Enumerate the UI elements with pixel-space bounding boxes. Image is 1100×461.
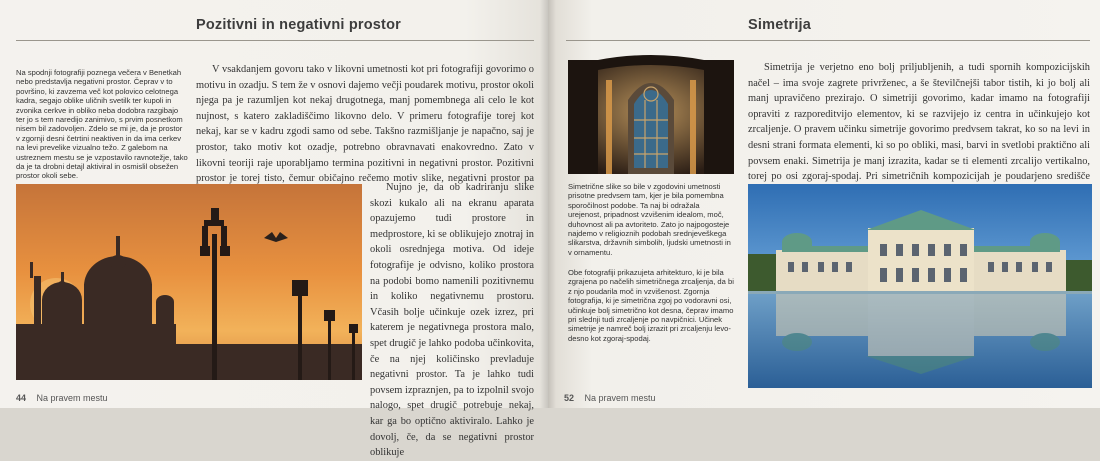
title-rule [16,40,534,41]
page-footer [564,393,656,403]
page-number: 52 [564,393,575,403]
footer-label: Na pravem mestu [584,393,656,403]
body-paragraph: V vsakdanjem govoru tako v likovni umetnosti kot pri fotografiji govorimo o motivu in ozadju. S tem že v osnovi dajemo večji poudarek motivu, prostor okoli njega pa je razumljen kot nekaj drugotnega, manj pomembnega ali celo le kot nujnost, s katero zakladiščimo likovno delo. V primeru fotografije torej kot nekaj, kar se v kadru zgodi samo od sebe. Takšno razmišljanje je napačno, saj je prostor, tako motiv kot ozadje, potrebno obravnavati enakovredno. Zato v likovni teoriji raje uporabljamo termina pozitivni in negativni prostor. Pozitivni prostor je torej tisto, čemur običajno rečemo motiv slike, negativni prostor pa [196,64,534,185]
photo-caption-top: Simetrične slike so bile v zgodovini umetnosti prisotne predvsem tam, kjer je bila pomembna sporočilnost podobe. Ta naj bi odražala urejenost, pripadnost vzvišenim idealom, moč, duhovnost ali pa avtoriteto. Zato jo najpogosteje najdemo v religioznih podobah srednjeveškega slikarstva, državnih simbolih, ljudski umetnosti in v ornamentu. [568,182,731,257]
body-paragraph: Nujno je, da ob kadriranju slike skozi kukalo ali na ekranu aparata opazujemo tudi prostore in medprostore, ki se oblikujejo znotraj in okoli osrednjega motiva. Od ideje fotografije je odvisno, koliko prostora na podobi bomo namenili pozitivnemu in koliko negativnemu prostoru. Včasih bolje učinkuje ozek izrez, pri katerem je negativnega prostora malo, spet drugič je lahko podoba učinkovita, če na njej količinsko prevladuje negativni prostor. Ta je lahko tudi povsem izpraznjen, pa to izpolnil svojo nalogo, spet drugič potrebuje nekaj, kar ga bo optično aktiviralo. Lahko je dovolj, če, da se negativni prostor oblikuje [370,182,534,459]
body-paragraph: Simetrija je verjetno eno bolj priljubljenih, a tudi spornih kompozicijskih načel – ima svoje zagrete privrženec, a še številčnejši tabor tistih, ki jo bolj ali manj upravičeno prezirajo. O simetriji govorimo, kadar imamo na fotografiji opraviti z razporeditvijo elementov, ki se razvijejo iz centra in učinkujejo kot zrcaljenje. O pravem učinku simetrije govorimo predvsem takrat, ko so na levi in desni strani formata elementi, ki so po obliki, masi, barvi in svetlobi praktično ali povsem enaki. Simetrija je manj izrazita, kadar se ti elementi zrcalijo vertikalno, torej po osi zgoraj-spodaj. Pri simetričnih kompozicijah je poudarjeno središče [748,62,1090,183]
venice-sunset-photo [16,184,362,380]
page-title: Simetrija [748,17,812,33]
page-number: 44 [16,393,27,403]
page-footer [16,393,108,403]
cathedral-window-photo [568,60,734,174]
belvedere-palace-photo [748,184,1092,388]
page-title: Pozitivni in negativni prostor [196,17,401,33]
photo-caption-bottom: Obe fotografiji prikazujeta arhitekturo, ki je bila zgrajena po načelih simetričnega zrcaljenja, da bi z njo poudarila moč in vzvišenost. Zgornja fotografija, ki je simetrična zgoj po vodoravni osi, učinkuje bolj simetrično kot desna, čeprav imamo pri slednji tudi zrcaljenje po navpičnici. Učinek simetrije je namreč bolj izrazit pri zrcaljenju levo-desno kot zgoraj-spodaj. [568,268,734,343]
right-page [548,0,1100,408]
body-text-column [370,180,534,461]
title-rule [566,40,1090,41]
left-page [0,0,548,459]
body-text [748,60,1090,200]
photo-caption: Na spodnji fotografiji poznega večera v Benetkah nebo predstavlja negativni prostor. Čeprav v to površino, ki zavzema več kot polovico celotnega kadra, segajo oblike uličnih svetilk ter kupoli in zvonika cerkve in obliko neba dodobra razgibajo ter jo s tem naredijo zanimivo, s prvim posnetkom nisem bil zadovoljen. Zdelo se mi je, da je prostor v zgornji desni četrtini neaktiven in da ima cerkev na levi prevelike vizualno težo. Z galebom na ustreznem mestu se je vzpostavilo ravnotežje, tako da je ta drobni detajl aktiviral in osmislil obsežen prostor okoli sebe. [16,68,188,181]
footer-label: Na pravem mestu [36,393,108,403]
